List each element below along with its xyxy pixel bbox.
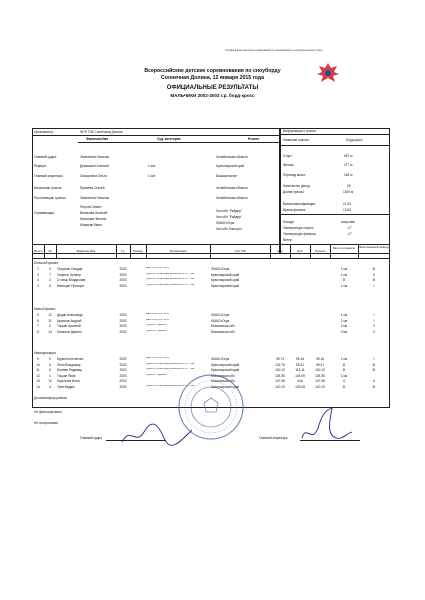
cell-final: 2 км [340, 324, 348, 329]
jury-name: Еремеев Сергей [80, 186, 105, 190]
cell-q1: 107.08 [275, 379, 285, 384]
starter-region: Чел.обл "Райдер" [216, 215, 242, 219]
cell-org: СДЮШОР по гор.спорту им.Маляна.СЧ РУГ "СМВ" [146, 368, 196, 371]
cell-num: 9 [49, 357, 51, 361]
cell-place: 5 [37, 313, 39, 317]
col-place: Место [33, 249, 43, 253]
cell-name: Лапалов Даниил [57, 329, 82, 334]
cell-q2: 123.08 [295, 385, 305, 389]
cell-place: 7 [37, 324, 39, 329]
cell-org: СДЮШОР по гор.спорту им.Маляна.СЧ РУГ "СМВ" [146, 272, 196, 275]
group-title: Большой финал: [34, 261, 59, 265]
results-title: ОФИЦИАЛЬНЫЕ РЕЗУЛЬТАТЫ [166, 85, 259, 91]
cell-year: 2003 [119, 272, 127, 277]
cell-rank: III [372, 278, 376, 283]
cell-region: Красноярский край [211, 362, 240, 367]
jury-region: Челябинская область [216, 196, 248, 200]
track-qual-value: 11.00 [343, 202, 351, 206]
cell-name: Пеля Владимир [57, 362, 81, 367]
track-figures-value: 25 [347, 184, 351, 188]
cell-num: 10 [48, 379, 52, 384]
cell-place: 10 [36, 362, 40, 367]
cell-place: 3 [37, 278, 39, 283]
cell-num: 4 [49, 385, 51, 389]
cell-num: 2 [49, 278, 51, 283]
jury-name: Загорулина Ольга [80, 174, 107, 178]
track-figures-label: Количество фигур: [283, 184, 311, 188]
cell-num: 12 [48, 313, 52, 317]
track-drop-value: 169 м [344, 173, 353, 177]
cell-name: Угарлов Эрнанр [57, 272, 81, 277]
cell-org: СДЮШОР "Здоровье" [146, 329, 168, 332]
cell-org: СДЮШОР "Здоровье" [146, 324, 168, 327]
dnf-title: Не финишировали [34, 410, 62, 414]
track-finish-label: Финиш: [283, 163, 295, 167]
cell-region: Московская обл [211, 324, 235, 329]
col-number: № [48, 249, 52, 253]
event-title-line2: Солнечная Долина, 12 января 2015 года [161, 75, 264, 81]
cell-year: 2003 [119, 357, 127, 361]
col-organization: Организация [169, 249, 187, 253]
jury-role: Рефери: [34, 164, 47, 168]
cell-org: МАОУ ВСШ "ЦСП"ЮРЦ" [146, 267, 170, 269]
cell-final: 1 км [340, 313, 348, 317]
cell-q2: 115.11 [295, 368, 305, 373]
cell-name: Дедик Александр [57, 313, 83, 317]
cell-year: 2003 [119, 267, 127, 271]
col-final-place: Место в финале [332, 246, 356, 250]
cell-final: 1 км [340, 283, 348, 288]
cell-org: СДЮШОР по гор.спорту им.Маляна.СЧ РУГ "СМВ" [146, 283, 196, 286]
jury-col-name: Фамилия,Имя [86, 137, 109, 141]
cell-place: 14 [36, 385, 40, 389]
cell-num: 11 [48, 318, 52, 323]
cell-place: 9 [37, 357, 39, 361]
jury-name: Заплатина Наталья [80, 196, 110, 200]
jury-name: Заплатина Наталья [80, 155, 110, 159]
track-name-value: Борд-кросс [346, 138, 363, 142]
cell-rank: 2 [373, 329, 375, 334]
cell-region: Красноярский край [211, 272, 240, 277]
track-name-label: Название трассы: [283, 138, 310, 142]
col-year: Г.р. [120, 249, 126, 253]
starter-name: Веникова Алексей [80, 211, 108, 215]
starter-name: Жарикин Иван [80, 223, 102, 227]
cell-rank: I [373, 318, 375, 323]
cell-final: 1 км [340, 318, 348, 323]
track-finish-value: 377 м [344, 163, 353, 167]
starters-label: Отрывающие: [34, 211, 55, 215]
track-wind-label: Ветер: [283, 238, 293, 242]
track-temp-start-label: Температура старта: [283, 226, 314, 230]
cell-name: Балаев Радимир [57, 368, 83, 373]
top-note: Типовая форма протокола соревнований по горнолыжному и сноубордическому спорту [225, 49, 323, 52]
cell-rank: 2 [373, 324, 375, 329]
cell-q1: 102.76 [275, 362, 285, 367]
starter-region: ХМАО-Югра [216, 221, 235, 225]
cell-q2: н/ф [297, 379, 303, 384]
jury-region: Красноярский край [216, 164, 245, 168]
cell-org: СДЮШОР по гор.спорту им.Маляна.СЧ РУГ "СМВ" [146, 362, 196, 365]
track-temp-finish-label: Температура финиша: [283, 232, 317, 236]
cell-place: 8 [37, 329, 39, 334]
cell-year: 2003 [119, 362, 127, 367]
group-title: Малый финал: [34, 307, 56, 311]
cell-q1: 120.19 [275, 385, 285, 389]
cell-place: 12 [36, 373, 40, 378]
cell-year: 2002 [119, 318, 127, 323]
results-subtitle: МАЛЬЧИКИ 2002-2003 г.р. борд-кросс [170, 93, 255, 98]
cell-year: 2003 [119, 368, 127, 373]
jury-role: Главный судья: [34, 155, 57, 159]
cell-final: III [342, 362, 346, 367]
cell-year: 2003 [119, 283, 127, 288]
jury-region: Башкортостан [216, 174, 238, 178]
cell-region: ХМАО-Югра [211, 318, 230, 323]
cell-place: 11 [36, 368, 40, 373]
jury-role: Начальник трассы: [34, 186, 63, 190]
cell-region: ХМАО-Югра [211, 313, 230, 317]
jury-role: Главный секретарь: [34, 174, 64, 178]
starter-region: Чел.обл "Райдер" [216, 209, 242, 213]
cell-org: СДЮШОР "Здоровье" [146, 373, 168, 376]
cell-num: 7 [49, 272, 51, 277]
cell-final: III [342, 368, 346, 373]
cell-num: 8 [49, 283, 51, 288]
col-best: Лучшее [314, 249, 326, 253]
organizer-value: ФСР, ГЛК Солнечная Долина [80, 130, 123, 134]
cell-year: 2003 [119, 278, 127, 283]
jury-category: 1 кат. [148, 174, 156, 178]
track-drop-label: Перепад высот: [283, 173, 307, 177]
cell-rank: I [373, 357, 375, 361]
cell-best: 104.55 [315, 373, 325, 378]
chief-judge-signature [118, 420, 198, 450]
cell-year: 2003 [119, 379, 127, 384]
cell-org: МАОУ ВСШ "ЦСП"ЮРЦ" [146, 313, 170, 315]
cell-rank: III [372, 368, 376, 373]
col-achieved-rank: Выполненный разряд [359, 245, 389, 249]
cell-region: Московская обл [211, 379, 235, 384]
cell-best: 95.31 [316, 362, 324, 367]
cell-q1: 100.12 [275, 368, 285, 373]
cell-name: Архипов Андрей [57, 318, 82, 323]
col-name: Фамилия Имя [76, 249, 96, 253]
dns-title: Не стартовали [34, 421, 59, 425]
jury-col-region: Регион [248, 137, 259, 141]
cell-q1: 95.73 [276, 357, 284, 361]
cell-place: 13 [36, 379, 40, 384]
track-finals-value: 13.00 [343, 208, 351, 212]
cell-org: МАОУ ВСШ "ЦСП"ЮРЦ" [146, 357, 170, 359]
starter-name: Петров Семен [80, 205, 102, 209]
cell-year: 2003 [119, 324, 127, 329]
cell-q1: 104.55 [275, 373, 285, 378]
cell-q2: 104.69 [295, 373, 305, 378]
cell-place: 4 [37, 283, 39, 288]
track-length-label: Длина трассы: [283, 190, 305, 194]
event-title-line1: Всероссийские детские соревнования по сноуборду [144, 68, 281, 74]
track-length-value: 1000 м [343, 190, 354, 194]
jury-col-category: Суд. категория [157, 137, 181, 141]
dq-title: Дисквалифицированы [34, 396, 68, 400]
cell-final: 1 км [340, 373, 348, 378]
jury-box [32, 128, 280, 254]
cell-num: 6 [49, 362, 51, 367]
cell-final: 1 км [340, 272, 348, 277]
cell-region: Московская обл [211, 329, 235, 334]
cell-rank: III [372, 362, 376, 367]
cell-place: 1 [37, 267, 39, 271]
cell-best: 120.19 [315, 385, 325, 389]
cell-org: СДЮШОР по гор.спорту им.Маляна.СЧ РУГ "СМВ" [146, 385, 196, 387]
cell-num: 3 [49, 267, 51, 271]
cell-year: 2003 [119, 373, 127, 378]
cell-best: 100.12 [315, 368, 325, 373]
chief-secretary-label: Главный секретарь [259, 436, 288, 440]
jury-region: Челябинская область [216, 186, 248, 190]
group-title: Квалификация [34, 351, 56, 355]
cell-region: Красноярский край [211, 368, 240, 373]
chief-secretary-signature [296, 404, 356, 446]
cell-rank: II [373, 272, 375, 277]
cell-q2: 95.31 [296, 362, 304, 367]
cell-year: 2002 [119, 385, 127, 389]
cell-region: ХМАО-Югра [211, 267, 230, 271]
cell-num: 4 [49, 373, 51, 378]
cell-name: Тоцкин Яков [57, 373, 76, 378]
track-temp-start-value: -17 [347, 226, 352, 230]
starter-region: Чел.обл.Златоуст [216, 227, 242, 231]
cell-name: Стопык Владислав [57, 278, 86, 283]
cell-rank: III [372, 267, 376, 271]
cell-year: 2003 [119, 329, 127, 334]
cell-rank: III [372, 385, 376, 389]
cell-region: ХМАО-Югра [211, 357, 230, 361]
jury-region: Челябинская область [216, 155, 248, 159]
cell-q2: 95.18 [296, 357, 304, 361]
cell-final: III [342, 385, 346, 389]
track-start-value: 657 м [344, 154, 353, 158]
col-rank: Разряд [133, 249, 143, 253]
cell-rank: I [373, 283, 375, 288]
track-weather-value: snoproste [341, 220, 355, 224]
col-region: Суб. РФ [234, 249, 246, 253]
track-finals-label: Время финала: [283, 208, 306, 212]
cell-place: 6 [37, 318, 39, 323]
cell-place: 2 [37, 272, 39, 277]
cell-best: 95.18 [316, 357, 324, 361]
cell-rank: I [373, 313, 375, 317]
cell-final: III [342, 278, 346, 283]
cell-final: 1 км [340, 267, 348, 271]
cell-final: 1 км [340, 357, 348, 361]
cell-name: Тоцкин Арсений [57, 324, 81, 329]
cell-name: Корьялов Илья [57, 379, 80, 384]
col-q1: Кв.1 [277, 249, 283, 253]
track-qual-label: Время квалификации: [283, 202, 316, 206]
col-q2: Кв.2 [297, 249, 303, 253]
cell-region: Красноярский край [211, 278, 240, 283]
cell-year: 2003 [119, 313, 127, 317]
jury-name: Дерюшкин Алексей [80, 164, 109, 168]
organizer-label: Организатор: [34, 130, 54, 134]
cell-rank: II [373, 379, 375, 384]
cell-final: 2 км [340, 329, 348, 334]
cell-region: Красноярский край [211, 385, 240, 389]
jury-category: 1 кат. [148, 164, 156, 168]
cell-region: Московская обл [211, 373, 235, 378]
cell-num: 14 [48, 329, 52, 334]
track-weather-label: Погода [283, 220, 294, 224]
cell-num: 5 [49, 368, 51, 373]
cell-best: 107.08 [315, 379, 325, 384]
cell-final: II [343, 379, 345, 384]
cell-org: СДЮШОР по гор.спорту им.Маляна.СЧ РУГ "СМВ" [146, 278, 196, 281]
cell-name: Бурик Константин [57, 357, 84, 361]
chief-judge-label: Главный судья [80, 436, 102, 440]
cell-name: Окгуркин Ильдар [57, 267, 83, 271]
track-start-label: Старт: [283, 154, 293, 158]
cell-num: 2 [49, 324, 51, 329]
cell-name: Мельцин Прохора [57, 283, 84, 288]
starter-name: Кононцев Филипп [80, 217, 107, 221]
cell-region: Красноярский край [211, 283, 240, 288]
track-header: Информация о трассе [283, 129, 317, 133]
cell-name: Туев Вадим [57, 385, 75, 389]
track-temp-finish-value: -17 [347, 232, 352, 236]
jury-role: Постановщик трассы: [34, 196, 67, 200]
cell-org: МАОУ ВСШ "ЦСП"ЮРЦ" [146, 318, 170, 321]
